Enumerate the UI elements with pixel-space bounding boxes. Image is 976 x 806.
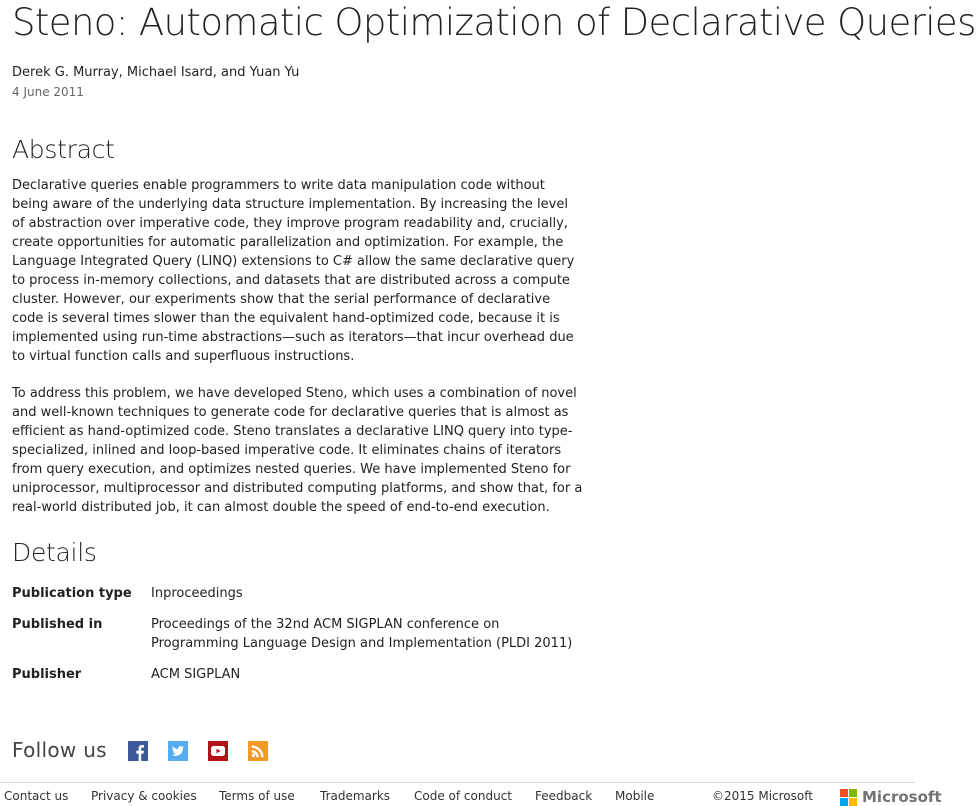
- copyright: ©2015 Microsoft: [712, 789, 813, 803]
- details-heading: Details: [12, 538, 97, 567]
- publication-date: 4 June 2011: [12, 85, 84, 99]
- footer-divider: [0, 782, 915, 783]
- detail-value: Inproceedings: [151, 586, 243, 601]
- microsoft-logo[interactable]: [840, 788, 942, 806]
- footer-link-trademarks[interactable]: Trademarks: [320, 789, 391, 803]
- microsoft-logo-text: Microsoft: [862, 788, 942, 806]
- footer-link-contact-us[interactable]: Contact us: [4, 789, 69, 803]
- abstract-heading: Abstract: [12, 135, 115, 164]
- detail-value: ACM SIGPLAN: [151, 667, 241, 682]
- detail-row-publisher: [12, 665, 592, 684]
- rss-icon[interactable]: [248, 741, 268, 761]
- follow-us-label: Follow us: [12, 738, 107, 762]
- facebook-icon[interactable]: [128, 741, 148, 761]
- logo-square-red: [840, 789, 848, 797]
- abstract-paragraph: To address this problem, we have developed Steno, which uses a combination of novel and well-known techniques to generate code for declarative queries that is almost as efficient as hand-optimized code. Steno translates a declarative LINQ query into type-specialized, inlined and loop-based imperative code. It eliminates chains of iterators from query execution, and optimizes nested queries. We have implemented Steno for uniprocessor, multiprocessor and distributed computing platforms, and show that, for a real-world distributed job, it can almost double the speed of end-to-end execution.: [12, 386, 583, 515]
- page-title: Steno: Automatic Optimization of Declarative Queries: [12, 1, 976, 44]
- twitter-icon[interactable]: [168, 741, 188, 761]
- detail-label: Published in: [12, 617, 103, 632]
- abstract-paragraph: Declarative queries enable programmers to write data manipulation code without being aware of the underlying data structure implementation. By increasing the level of abstraction over imperative code, they improve program readability and, crucially, create opportunities for automatic parallelization and optimization. For example, the Language Integrated Query (LINQ) extensions to C# allow the same declarative query to process in-memory collections, and datasets that are distributed across a compute cluster. However, our experiments show that the serial performance of declarative code is several times slower than the equivalent hand-optimized code, because it is implemented using run-time abstractions—such as iterators—that incur overhead due to virtual function calls and superfluous instructions.: [12, 178, 575, 364]
- footer-link-terms-of-use[interactable]: Terms of use: [219, 789, 295, 803]
- detail-label: Publication type: [12, 586, 132, 601]
- detail-value: Proceedings of the 32nd ACM SIGPLAN conference on Programming Language Design and Implementation (PLDI 2011): [151, 617, 573, 651]
- youtube-icon[interactable]: [208, 741, 228, 761]
- footer-link-privacy-cookies[interactable]: Privacy & cookies: [91, 789, 197, 803]
- detail-row-published-in: [12, 615, 592, 653]
- footer-link-feedback[interactable]: Feedback: [535, 789, 593, 803]
- logo-square-yellow: [849, 798, 857, 806]
- logo-square-blue: [840, 798, 848, 806]
- footer-link-mobile[interactable]: Mobile: [615, 789, 655, 803]
- detail-label: Publisher: [12, 667, 82, 682]
- footer-link-code-of-conduct[interactable]: Code of conduct: [414, 789, 512, 803]
- authors: Derek G. Murray, Michael Isard, and Yuan Yu: [12, 65, 300, 80]
- logo-square-green: [849, 789, 857, 797]
- detail-row-publication-type: [12, 584, 592, 603]
